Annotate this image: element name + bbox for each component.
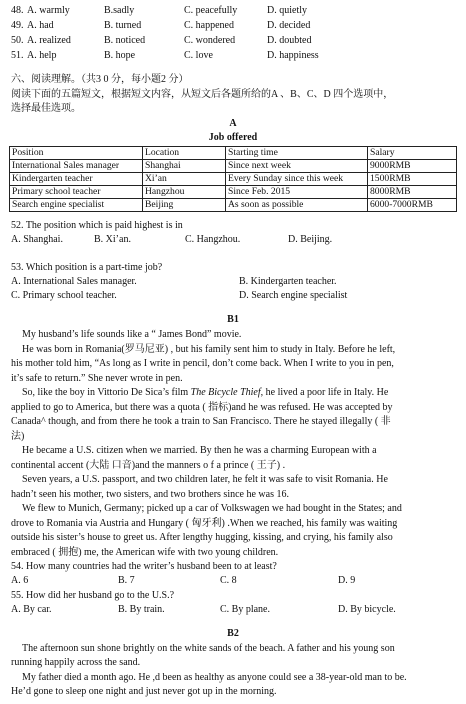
paragraph-line [22,386,388,399]
choice-a: A. help [27,50,57,61]
table-cell: 1500RMB [368,173,457,186]
passage-label: A [229,118,237,129]
choice-number: 48. [11,5,24,16]
paragraph-line: My father died a month ago. He ,d been as healthy as anyone could see a 38-year-old man to be. [22,672,407,683]
option-c: C. By plane. [220,604,270,615]
option-a: A. Shanghai. [11,234,63,245]
question-53-stem: 53. Which position is a part-time job? [11,262,163,273]
paragraph-line: outside his sister’s house to greet us. After lengthy hugging, kissing, and crying, his family also [11,532,393,543]
choice-number: 50. [11,35,24,46]
choice-number: 51. [11,50,24,61]
table-cell: 8000RMB [368,186,457,199]
table-header-row [10,147,457,160]
option-a: A. International Sales manager. [11,276,137,287]
choice-row-51 [11,49,461,62]
choice-d: D. happiness [267,50,319,61]
text-segment: So, like the boy in Vittorio De Sica’s film [22,387,191,398]
paragraph-line: drove to Romania via Austria and Hungary ( 匈牙利) .When we reached, his family was waiting [11,518,398,529]
paragraph-line: We flew to Munich, Germany; picked up a car of Volkswagen we had bought in the States; and [22,503,402,514]
paragraph-line: embraced ( 拥抱) me, the American wife with two young children. [11,547,279,558]
choice-b: B.sadly [104,5,135,16]
choice-c: C. happened [184,20,234,31]
option-d: D. Search engine specialist [239,290,348,301]
choice-c: C. peacefully [184,5,238,16]
question-54-stem: 54. How many countries had the writer’s husband been to at least? [11,561,277,572]
header-cell: Starting time [226,147,368,160]
paragraph-line: My husband’s life sounds like a “ James Bond” movie. [22,329,242,340]
choice-d: D. quietly [267,5,307,16]
table-cell: Beijing [143,199,226,212]
paragraph-line: it’s safe to return.” She never wrote in pen. [11,373,183,384]
table-row [10,199,457,212]
paragraph-line: The afternoon sun shone brightly on the white sands of the beach. A father and his young son [22,643,395,654]
table-cell: Hangzhou [143,186,226,199]
choice-row-49 [11,19,461,32]
paragraph-line: running happily across the sand. [11,657,141,668]
option-b: B. 7 [118,575,135,586]
option-b: B. By train. [118,604,165,615]
paragraph-line: Canada^ though, and from there he took a train to San Francisco. There he stayed illegally ( 非 [11,416,391,427]
paragraph-line: He was born in Romania(罗马尼亚) , but his family sent him to study in Italy. Before he left, [22,344,396,355]
choice-a: A. realized [27,35,71,46]
table-cell: Primary school teacher [10,186,143,199]
instruction-line-1: 阅读下面的五篇短文，根据短文内容，从短文后各题所给的A 、B、C、D 四个选项中， [11,89,394,100]
table-cell: Kindergarten teacher [10,173,143,186]
header-cell: Position [10,147,143,160]
table-cell: Every Sunday since this week [226,173,368,186]
table-cell: International Sales manager [10,160,143,173]
table-cell: Search engine specialist [10,199,143,212]
option-b: B. Xi’an. [94,234,131,245]
passage-label: B1 [227,314,239,325]
choice-d: D. doubted [267,35,312,46]
table-cell: As soon as possible [226,199,368,212]
choice-a: A. warmly [27,5,70,16]
choice-c: C. wondered [184,35,236,46]
paragraph-line: his mother told him, “As long as I write in pencil, don’t come back. When I write to you in pen, [11,358,394,369]
passage-label: B2 [227,628,239,639]
option-a: A. 6 [11,575,29,586]
table-row [10,186,457,199]
choice-c: C. love [184,50,213,61]
paragraph-line: hadn’t seen his mother, two sisters, and two brothers since he was 16. [11,489,289,500]
table-row [10,173,457,186]
choice-b: B. turned [104,20,142,31]
choice-number: 49. [11,20,24,31]
table-cell: Since next week [226,160,368,173]
question-55-stem: 55. How did her husband go to the U.S.? [11,590,175,601]
paragraph-line: Seven years, a U.S. passport, and two children later, he felt it was safe to visit Romania. He [22,474,388,485]
choice-d: D. decided [267,20,311,31]
choice-row-50 [11,34,461,47]
paragraph-line: He became a U.S. citizen when we married. By then he was a charming European with a [22,445,377,456]
paragraph-line: continental accent (大陆 口音)and the manners o f a prince ( 王子) . [11,460,286,471]
table-cell: Shanghai [143,160,226,173]
table-title: Job offered [208,132,258,143]
option-a: A. By car. [11,604,52,615]
choice-row-48 [11,4,461,17]
option-d: D. Beijing. [288,234,333,245]
section-header: 六、阅读理解。（共3 0 分，每小题2 分） [11,74,189,85]
paragraph-line: 法) [11,431,25,442]
film-title: The Bicycle Thief, [190,387,264,398]
instruction-line-2: 选择最佳选项。 [11,103,81,114]
option-c: C. Primary school teacher. [11,290,117,301]
job-table [9,146,457,212]
text-segment: he lived a poor life in Italy. He [263,387,389,398]
choice-b: B. hope [104,50,136,61]
option-d: D. 9 [338,575,356,586]
question-52-stem: 52. The position which is paid highest is in [11,220,183,231]
paragraph-line: applied to go to America, but there was a quota ( 指标)and he was refused. He was accepted by [11,402,393,413]
table-cell: 6000-7000RMB [368,199,457,212]
choice-a: A. had [27,20,54,31]
option-c: C. 8 [220,575,237,586]
option-c: C. Hangzhou. [185,234,241,245]
table-cell: 9000RMB [368,160,457,173]
header-cell: Location [143,147,226,160]
table-row [10,160,457,173]
choice-b: B. noticed [104,35,146,46]
option-d: D. By bicycle. [338,604,396,615]
table-cell: Xi’an [143,173,226,186]
table-cell: Since Feb. 2015 [226,186,368,199]
option-b: B. Kindergarten teacher. [239,276,337,287]
header-cell: Salary [368,147,457,160]
paragraph-line: He’d gone to sleep one night and just never got up in the morning. [11,686,277,697]
